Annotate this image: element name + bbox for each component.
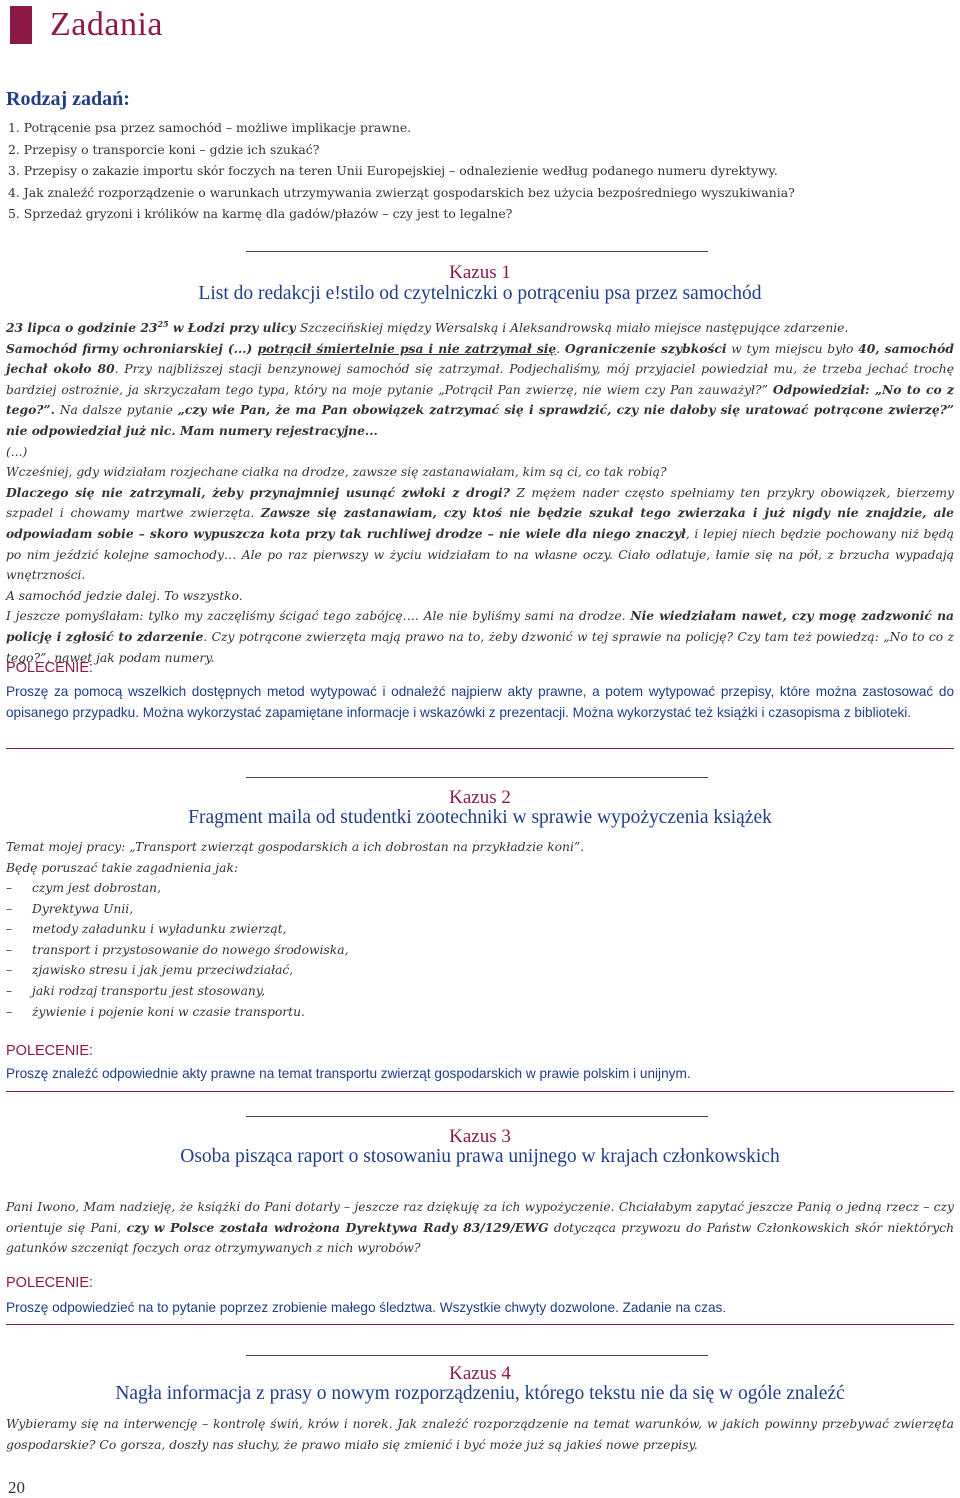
case-3-text	[6, 1197, 954, 1259]
list-item: – zjawisko stresu i jak jemu przeciwdziałać,	[6, 963, 294, 978]
intro-line: Temat mojej pracy: „Transport zwierząt gospodarskich a ich dobrostan na przykładzie koni”.	[6, 840, 585, 854]
letter-paragraph: Dlaczego się nie zatrzymali, żeby przynajmniej usunąć zwłoki z drogi? Z mężem nader często spełniamy ten przykry obowiązek, bierzemy szpadel i chowamy martwe zwierzęta. Zawsze się zastanawiam, czy ktoś nie będzie szukał tego zwierzaka i już nigdy nie znajdzie, ale odpowiadam sobie – skoro wypuszcza kota przy tak ruchliwej drodze – nie wiele dla niego znaczył, i lepiej niech będzie pochowany niż będą po nim jeździć kolejne samochody… Ale po raz pierwszy w życiu widziałam to na własne oczy. Ciało odlatuje, łamie się na pół, z brzucha wypadają wnętrzności.	[6, 484, 954, 583]
case-3-task-text: Proszę odpowiedzieć na to pytanie poprzez zrobienie małego śledztwa. Wszystkie chwyty dozwolone. Zadanie na czas.	[6, 1300, 727, 1315]
case-1-title: List do redakcji e!stilo od czytelniczki o potrąceniu psa przez samochód	[198, 283, 762, 304]
list-item: – żywienie i pojenie koni w czasie transportu.	[6, 1004, 305, 1019]
case-4-text: Wybieramy się na interwencję – kontrolę świń, krów i norek. Jak znaleźć rozporządzenie na temat warunków, w jakich powinny przebywać zwierzęta gospodarskie? Co gorsza, doszły nas słuchy, że prawo miało się zmienić i być może już są jakieś nowe przepisy.	[6, 1417, 954, 1452]
letter-paragraph: A samochód jedzie dalej. To wszystko.	[6, 588, 243, 603]
case-2-task-text: Proszę znaleźć odpowiednie akty prawne na temat transportu zwierząt gospodarskich w prawie polskim i unijnym.	[6, 1066, 691, 1081]
case-2-title: Fragment maila od studentki zootechniki w sprawie wypożyczenia książek	[188, 807, 772, 828]
letter-paragraph: Samochód firmy ochroniarskiej (...) potrącił śmiertelnie psa i nie zatrzymał się. Ograniczenie szybkości w tym miejscu było 40, samochód jechał około 80. Przy najbliższej stacji benzynowej samochód się zatrzymał. Podjechaliśmy, mój przyjaciel powiedział mu, że trzeba jechać trochę bardziej ostrożnie, ja skrzyczałam tego typa, który na moje pytanie „Potrącił Pan zwierzę, nie wiem czy Pan zauważył?” Odpowiedział: „No to co z tego?”. Na dalsze pytanie „czy wie Pan, że ma Pan obowiązek zatrzymać się i sprawdzić, czy nie dałoby się uratować potrącone zwierzę?” nie odpowiedział już nic. Mam numery rejestracyjne...	[6, 340, 955, 439]
list-item: – Dyrektywa Unii,	[6, 901, 134, 916]
case-3-number: Kazus 3	[449, 1126, 511, 1147]
header-accent-bar	[10, 6, 32, 44]
list-item: – metody załadunku i wyładunku zwierząt,	[6, 922, 287, 937]
section-divider	[246, 1116, 708, 1117]
task-item: 2. Przepisy o transporcie koni – gdzie ich szukać?	[8, 141, 320, 157]
letter-paragraph: 23 lipca o godzinie $23^{25}$ w Łodzi przy ulicy Szczecińskiej między Wersalską i Aleksandrowską miało miejsce następujące zdarzenie.	[6, 319, 849, 336]
list-item: – czym jest dobrostan,	[6, 881, 161, 895]
case-2-task-label: POLECENIE:	[6, 1043, 94, 1059]
list-item: – transport i przystosowanie do nowego środowiska,	[6, 942, 349, 957]
task-underline	[6, 1091, 954, 1092]
task-underline	[6, 1324, 954, 1325]
case-3-paragraph: Pani Iwono, Mam nadzieję, że książki do Pani dotarły – jeszcze raz dziękuję za ich wypożyczenie. Chciałabym zapytać jeszcze Panią o jedną rzecz – czy orientuje się Pani, czy w Polsce została wdrożona Dyrektywa Rady 83/129/EWG dotycząca przywozu do Państw Członkowskich skór niektórych gatunków szczeniąt foczych oraz otrzymywanych z nich wyrobów?	[6, 1200, 954, 1256]
case-4-number: Kazus 4	[449, 1363, 511, 1384]
page-number: 20	[8, 1478, 25, 1497]
case-1-task-text: Proszę za pomocą wszelkich dostępnych metod wytypować i odnaleźć najpierw akty prawne, a potem wytypować przepisy, które można zastosować do opisanego przypadku. Można wykorzystać zapamiętane informacje i wskazówki z prezentacji. Można wykorzystać też książki i czasopisma z biblioteki.	[6, 684, 954, 720]
case-4-title: Nagła informacja z prasy o nowym rozporządzeniu, którego tekstu nie da się w ogóle znaleźć	[115, 1383, 845, 1404]
letter-paragraph: (...)	[6, 444, 28, 459]
case-1-letter	[6, 314, 954, 668]
page-title: Zadania	[50, 6, 163, 43]
section-divider	[246, 777, 708, 778]
case-2-topics	[6, 878, 706, 1022]
case-2-number: Kazus 2	[449, 787, 511, 808]
case-2-intro	[6, 837, 954, 878]
letter-paragraph: Wcześniej, gdy widziałam rozjechane ciałka na drodze, zawsze się zastanawiałam, kim są ci, co tak robią?	[6, 465, 667, 480]
task-item: 1. Potrącenie psa przez samochód – możliwe implikacje prawne.	[8, 120, 412, 135]
task-underline	[6, 748, 954, 749]
section-divider	[246, 1355, 708, 1356]
task-types-heading: Rodzaj zadań:	[6, 88, 130, 110]
case-3-title: Osoba pisząca raport o stosowaniu prawa unijnego w krajach członkowskich	[180, 1146, 780, 1167]
section-divider	[246, 251, 708, 252]
task-item: 3. Przepisy o zakazie importu skór foczych na teren Unii Europejskiej – odnalezienie według podanego numeru dyrektywy.	[8, 163, 778, 178]
case-1-task-label: POLECENIE:	[6, 660, 94, 676]
list-item: – jaki rodzaj transportu jest stosowany,	[6, 983, 266, 998]
case-3-task-label: POLECENIE:	[6, 1275, 94, 1291]
task-types-list	[8, 117, 953, 225]
page-header	[10, 6, 163, 44]
task-item: 5. Sprzedaż gryzoni i królików na karmę dla gadów/płazów – czy jest to legalne?	[8, 206, 513, 221]
task-item: 4. Jak znaleźć rozporządzenie o warunkach utrzymywania zwierząt gospodarskich bez użycia bezpośredniego wyszukiwania?	[8, 184, 795, 200]
letter-paragraph: I jeszcze pomyślałam: tylko my zaczęliśmy ścigać tego zabójcę…. Ale nie byliśmy sami na drodze. Nie wiedziałam nawet, czy mogę zadzwonić na policję i zgłosić to zdarzenie. Czy potrącone zwierzęta mają prawo na to, żeby dzwonić w tej sprawie na policję? Czy tam też powiedzą: „No to co z tego?”, nawet jak podam numery.	[6, 608, 954, 665]
case-1-number: Kazus 1	[449, 262, 511, 283]
intro-line: Będę poruszać takie zagadnienia jak:	[6, 860, 239, 875]
